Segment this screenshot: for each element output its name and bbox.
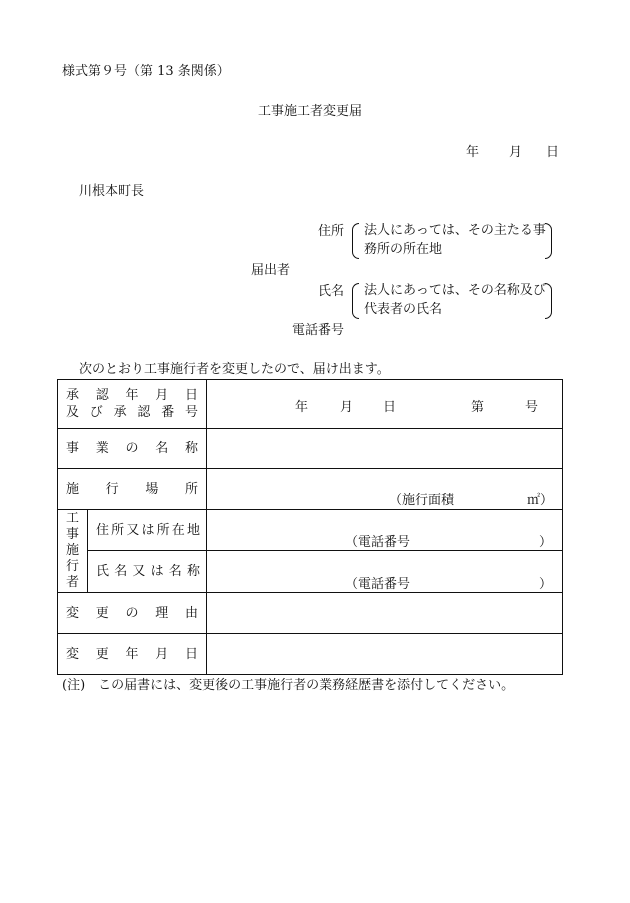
label-char: 又 xyxy=(132,564,146,579)
project-name-label xyxy=(58,429,207,469)
label-char: 者 xyxy=(65,575,79,590)
label-char: 氏 xyxy=(96,564,110,579)
left-bracket xyxy=(352,223,359,259)
label-char: 承 xyxy=(66,388,80,403)
contractor-phone-2-close: ） xyxy=(539,577,553,592)
label-char: 日 xyxy=(184,646,198,662)
name-note-bracket xyxy=(352,282,552,320)
address-label: 住所 xyxy=(318,224,345,239)
label-char: 名 xyxy=(168,564,182,579)
contractor-address-value[interactable] xyxy=(207,510,563,551)
contractor-name-row xyxy=(58,551,563,593)
contractor-address-label xyxy=(88,510,207,551)
label-char: の xyxy=(125,441,139,456)
label-char: 由 xyxy=(184,605,198,621)
approval-label-cell xyxy=(58,380,207,429)
label-char: 月 xyxy=(155,646,169,662)
label-char: 変 xyxy=(66,646,80,662)
label-char: 行 xyxy=(105,481,119,497)
project-name-row xyxy=(58,429,563,469)
right-bracket xyxy=(545,223,552,259)
address-note-bracket xyxy=(352,222,552,260)
address-note-line1: 法人にあっては、その主たる事 xyxy=(364,223,546,238)
label-char: 更 xyxy=(95,605,109,621)
approval-gou: 号 xyxy=(525,400,539,415)
contractor-phone-1-close: ） xyxy=(539,535,553,550)
label-char: 在 xyxy=(171,522,185,538)
label-char: 施 xyxy=(65,543,79,558)
label-char: 住 xyxy=(96,522,110,538)
change-form-table xyxy=(57,379,563,675)
label-char: 更 xyxy=(95,646,109,662)
label-char: 承 xyxy=(113,405,127,420)
label-char: 工 xyxy=(65,511,79,526)
contractor-phone-1: （電話番号 xyxy=(345,535,411,550)
label-char: 日 xyxy=(184,388,198,403)
address-note-line2: 務所の所在地 xyxy=(364,242,443,257)
label-char: 年 xyxy=(125,646,139,662)
intro-sentence: 次のとおり工事施行者を変更したので、届け出ます。 xyxy=(79,362,390,377)
left-bracket xyxy=(352,283,359,319)
label-char: 変 xyxy=(66,605,80,621)
approval-day: 日 xyxy=(383,400,397,415)
label-char: 及 xyxy=(66,405,80,420)
addressee: 川根本町長 xyxy=(79,184,145,199)
date-day-label: 日 xyxy=(546,145,560,160)
contractor-group-label xyxy=(58,510,88,593)
label-char: 事 xyxy=(65,527,79,542)
label-char: 認 xyxy=(137,405,151,420)
form-number: 様式第９号（第 13 条関係） xyxy=(62,64,230,79)
label-char: 称 xyxy=(186,564,200,579)
date-month-label: 月 xyxy=(509,145,523,160)
label-char: 理 xyxy=(155,605,169,621)
right-bracket xyxy=(545,283,552,319)
label-char: 年 xyxy=(125,388,139,403)
label-char: 号 xyxy=(184,405,198,420)
label-char: 行 xyxy=(65,559,79,574)
reason-row xyxy=(58,593,563,634)
area-unit: ㎡） xyxy=(527,493,554,508)
approval-label-line1 xyxy=(58,387,206,404)
approval-year: 年 xyxy=(295,400,309,415)
name-label: 氏名 xyxy=(318,284,345,299)
reason-label xyxy=(58,593,207,634)
label-char: は xyxy=(141,522,155,538)
phone-label: 電話番号 xyxy=(292,323,345,338)
label-char: 月 xyxy=(155,388,169,403)
label-char: 施 xyxy=(66,481,80,497)
name-note-line2: 代表者の氏名 xyxy=(364,302,443,317)
project-name-value[interactable] xyxy=(207,429,563,469)
contractor-address-row xyxy=(58,510,563,551)
approval-month: 月 xyxy=(340,400,354,415)
label-char: 認 xyxy=(95,388,109,403)
label-char: 称 xyxy=(184,441,198,456)
footnote: (注) この届書には、変更後の工事施行者の業務経歴書を添付してください。 xyxy=(62,678,515,693)
label-char: 名 xyxy=(114,564,128,579)
approval-no: 第 xyxy=(471,400,485,415)
label-char: 事 xyxy=(66,441,80,456)
label-char: 場 xyxy=(145,481,159,497)
approval-row xyxy=(58,380,563,429)
location-value[interactable] xyxy=(207,469,563,510)
contractor-phone-2: （電話番号 xyxy=(345,577,411,592)
contractor-name-value[interactable] xyxy=(207,551,563,593)
approval-label-line2 xyxy=(58,404,206,421)
location-label xyxy=(58,469,207,510)
change-date-row xyxy=(58,634,563,675)
date-year-label: 年 xyxy=(466,145,480,160)
label-char: 所 xyxy=(184,481,198,497)
label-char: 所 xyxy=(156,522,170,538)
label-char: 業 xyxy=(95,441,109,456)
label-char: び xyxy=(89,405,103,420)
name-note-line1: 法人にあっては、その名称及び xyxy=(364,283,546,298)
area-label: （施行面積 xyxy=(389,493,455,508)
change-date-label xyxy=(58,634,207,675)
filer-label: 届出者 xyxy=(251,263,291,278)
label-char: 地 xyxy=(186,522,200,538)
label-char: の xyxy=(125,605,139,621)
label-char: 所 xyxy=(111,522,125,538)
label-char: 番 xyxy=(161,405,175,420)
location-row xyxy=(58,469,563,510)
change-date-value[interactable] xyxy=(207,634,563,675)
label-char: は xyxy=(150,564,164,579)
contractor-name-label xyxy=(88,551,207,593)
reason-value[interactable] xyxy=(207,593,563,634)
document-title: 工事施工者変更届 xyxy=(258,104,363,119)
label-char: 名 xyxy=(155,441,169,456)
label-char: 又 xyxy=(126,522,140,538)
approval-value-cell[interactable] xyxy=(207,380,563,429)
